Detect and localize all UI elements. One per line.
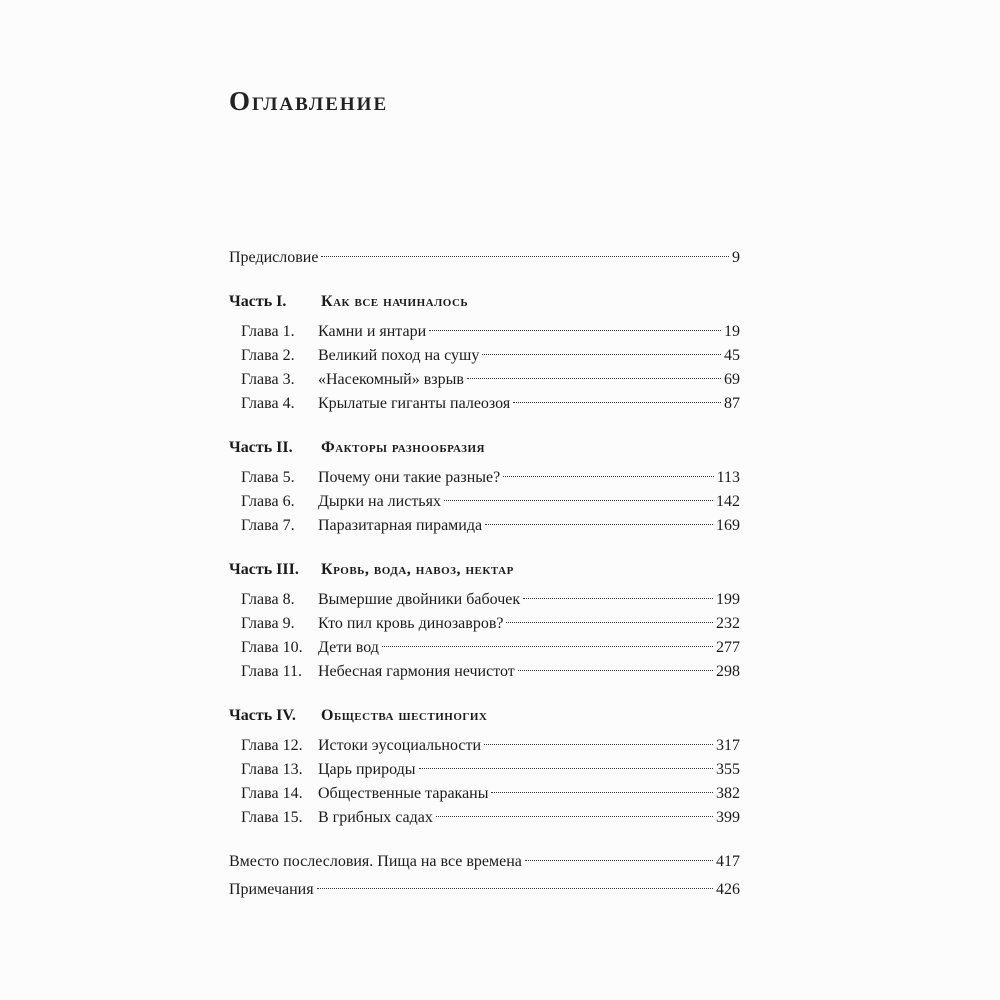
chapter-name: «Насекомный» взрыв xyxy=(318,371,464,388)
dot-leader xyxy=(444,500,713,501)
page-number: 355 xyxy=(716,761,740,778)
chapter-name: Почему они такие разные? xyxy=(318,469,501,486)
chapter-label: Глава 1. xyxy=(241,323,295,340)
toc-entry-chapter xyxy=(229,782,740,806)
chapter-label: Глава 14. xyxy=(241,785,303,802)
page-number: 399 xyxy=(716,809,740,826)
chapter-label: Глава 6. xyxy=(241,493,295,510)
part-label: Часть I. xyxy=(229,293,287,310)
chapter-name: Крылатые гиганты палеозоя xyxy=(318,395,511,412)
toc-entry-chapter xyxy=(229,344,740,368)
page-number: 142 xyxy=(716,493,740,510)
chapter-label: Глава 7. xyxy=(241,517,295,534)
page-number: 317 xyxy=(716,737,740,754)
chapter-label: Глава 8. xyxy=(241,591,295,608)
dot-leader xyxy=(518,670,713,671)
page-number: 232 xyxy=(716,615,740,632)
page-number: 426 xyxy=(716,881,740,898)
chapter-name: В грибных садах xyxy=(318,809,433,826)
entry-label: Вместо послесловия. Пища на все времена xyxy=(229,853,522,870)
chapter-label: Глава 5. xyxy=(241,469,295,486)
dot-leader xyxy=(484,744,713,745)
toc-entry-chapter xyxy=(229,612,740,636)
dot-leader xyxy=(485,524,713,525)
toc-entry-afterword xyxy=(229,850,740,874)
part-label: Часть IV. xyxy=(229,707,296,724)
dot-leader xyxy=(429,330,721,331)
chapter-name: Паразитарная пирамида xyxy=(318,517,483,534)
chapter-label: Глава 3. xyxy=(241,371,295,388)
dot-leader xyxy=(513,402,721,403)
page-number: 9 xyxy=(732,249,740,266)
chapter-name: Общественные тараканы xyxy=(318,785,489,802)
dot-leader xyxy=(321,256,729,257)
page-number: 277 xyxy=(716,639,740,656)
page-number: 45 xyxy=(724,347,740,364)
chapter-label: Глава 11. xyxy=(241,663,302,680)
chapter-name: Царь природы xyxy=(318,761,416,778)
page-number: 298 xyxy=(716,663,740,680)
part-heading xyxy=(229,290,740,314)
chapter-name: Дети вод xyxy=(318,639,379,656)
part-name: Общества шестиногих xyxy=(321,707,488,724)
chapter-name: Вымершие двойники бабочек xyxy=(318,591,521,608)
part-heading xyxy=(229,436,740,460)
page-number: 113 xyxy=(716,469,740,486)
part-name: Факторы разнообразия xyxy=(321,439,485,456)
chapter-name: Великий поход на сушу xyxy=(318,347,480,364)
dot-leader xyxy=(482,354,721,355)
chapter-label: Глава 12. xyxy=(241,737,303,754)
page-number: 417 xyxy=(716,853,740,870)
entry-label: Предисловие xyxy=(229,249,319,266)
part-heading xyxy=(229,558,740,582)
page-number: 69 xyxy=(724,371,740,388)
toc-entry-chapter xyxy=(229,660,740,684)
toc-entry-chapter xyxy=(229,806,740,830)
toc-entry-chapter xyxy=(229,320,740,344)
toc-entry-preface xyxy=(229,246,740,270)
toc-entry-chapter xyxy=(229,368,740,392)
chapter-name: Дырки на листьях xyxy=(318,493,441,510)
chapter-label: Глава 4. xyxy=(241,395,295,412)
dot-leader xyxy=(467,378,721,379)
dot-leader xyxy=(436,816,713,817)
part-label: Часть II. xyxy=(229,439,293,456)
dot-leader xyxy=(382,646,713,647)
page-number: 19 xyxy=(724,323,740,340)
toc-entry-chapter xyxy=(229,734,740,758)
part-label: Часть III. xyxy=(229,561,299,578)
toc-entry-notes xyxy=(229,878,740,902)
chapter-label: Глава 10. xyxy=(241,639,303,656)
chapter-name: Небесная гармония нечистот xyxy=(318,663,515,680)
toc-entry-chapter xyxy=(229,392,740,416)
dot-leader xyxy=(503,476,713,477)
parts-list xyxy=(229,290,740,830)
page-number: 382 xyxy=(716,785,740,802)
toc-entry-chapter xyxy=(229,588,740,612)
toc-entry-chapter xyxy=(229,758,740,782)
part-name: Как все начиналось xyxy=(321,293,469,310)
dot-leader xyxy=(317,888,713,889)
page-number: 199 xyxy=(716,591,740,608)
dot-leader xyxy=(419,768,713,769)
toc-entry-chapter xyxy=(229,514,740,538)
chapter-name: Истоки эусоциальности xyxy=(318,737,482,754)
table-of-contents xyxy=(229,246,740,902)
toc-title: Оглавление xyxy=(229,86,389,116)
chapter-name: Камни и янтари xyxy=(318,323,427,340)
chapter-label: Глава 9. xyxy=(241,615,295,632)
chapter-label: Глава 13. xyxy=(241,761,303,778)
chapter-label: Глава 15. xyxy=(241,809,303,826)
toc-entry-chapter xyxy=(229,636,740,660)
page-number: 169 xyxy=(716,517,740,534)
dot-leader xyxy=(525,860,713,861)
toc-entry-chapter xyxy=(229,490,740,514)
page-number: 87 xyxy=(724,395,740,412)
dot-leader xyxy=(506,622,713,623)
dot-leader xyxy=(523,598,713,599)
chapter-label: Глава 2. xyxy=(241,347,295,364)
dot-leader xyxy=(491,792,713,793)
entry-label: Примечания xyxy=(229,881,314,898)
chapter-name: Кто пил кровь динозавров? xyxy=(318,615,504,632)
part-name: Кровь, вода, навоз, нектар xyxy=(321,561,514,578)
part-heading xyxy=(229,704,740,728)
toc-entry-chapter xyxy=(229,466,740,490)
